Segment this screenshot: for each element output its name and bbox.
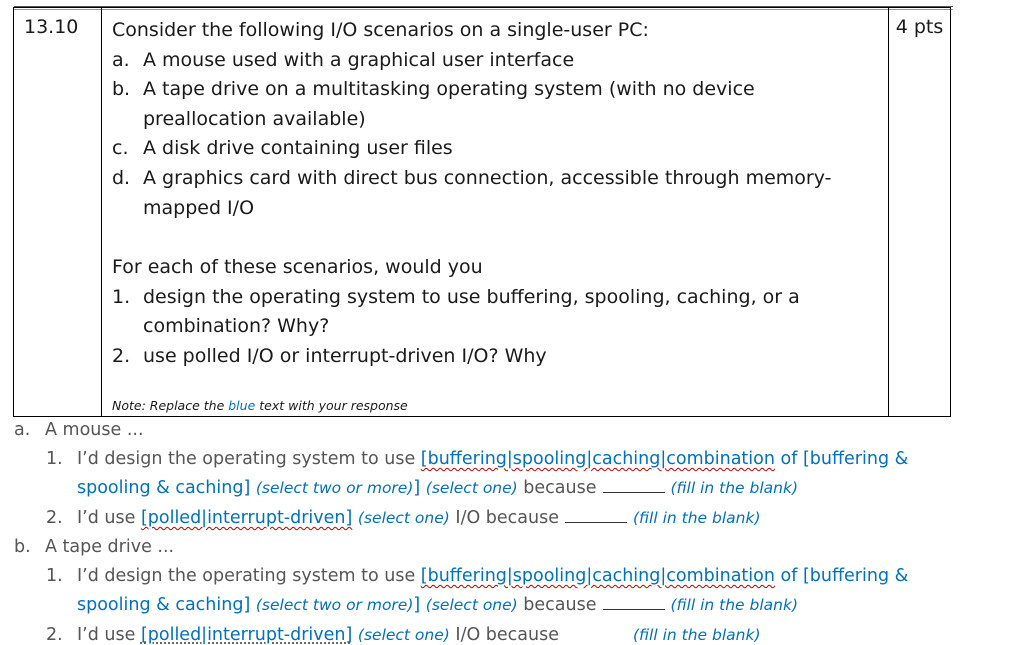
- answer-b-item-1: 1. I’d design the operating system to use [buffering|spooling|caching|combination of [buffering &: [46, 566, 909, 586]
- question-prompt: Consider the following I/O scenarios on a single-user PC:: [112, 19, 649, 41]
- scenario-b: b. A tape drive on a multitasking operating system (with no device preallocation available): [112, 78, 755, 130]
- scenario-a: a. A mouse used with a graphical user interface: [112, 48, 575, 71]
- answer-b-options-select[interactable]: [buffering|spooling|caching|combination: [420, 566, 775, 586]
- task-1: 1. design the operating system to use buffering, spooling, caching, or a combination? Why?: [112, 285, 800, 338]
- answer-a-io-select[interactable]: [polled|interrupt-driven]: [140, 508, 353, 528]
- note-blue-word: blue: [228, 398, 256, 413]
- scenario-d: d. A graphics card with direct bus connection, accessible through memory- mapped I/O: [112, 166, 832, 219]
- answer-a-item-1-cont: spooling & caching] (select two or more)] (select one) because (fill in the blank): [77, 478, 799, 498]
- answer-a-item-2: 2. I’d use [polled|interrupt-driven] (select one) I/O because (fill in the blank): [46, 508, 761, 528]
- question-body: [102, 8, 889, 417]
- answer-a-combo-select[interactable]: spooling & caching]: [77, 478, 251, 498]
- question-points: 4 pts: [889, 8, 951, 417]
- answer-a-item-1: 1. I’d design the operating system to use [buffering|spooling|caching|combination of [buffering &: [46, 449, 909, 469]
- question-table: [13, 7, 951, 417]
- answer-b-blank-1[interactable]: [603, 595, 665, 610]
- scenario-c: c. A disk drive containing user files: [112, 137, 453, 160]
- note: Note: Replace the blue text with your response: [112, 398, 408, 413]
- answer-b-combo-select[interactable]: spooling & caching]: [77, 595, 251, 615]
- task-2: 2. use polled I/O or interrupt-driven I/O? Why: [112, 344, 547, 367]
- answer-a-blank-1[interactable]: [603, 478, 665, 493]
- answer-b-heading: b. A tape drive ...: [14, 537, 175, 557]
- answer-b-item-2: 2. I’d use [polled|interrupt-driven] (select one) I/O because (fill in the blank): [46, 625, 761, 645]
- answer-b-blank-2[interactable]: [565, 625, 627, 640]
- question-ask: For each of these scenarios, would you: [112, 256, 483, 279]
- answer-a-blank-2[interactable]: [565, 508, 627, 523]
- answer-a-options-select[interactable]: [buffering|spooling|caching|combination: [420, 449, 775, 469]
- answer-a-heading: a. A mouse ...: [14, 420, 144, 440]
- answer-b-io-select[interactable]: [polled|interrupt-driven]: [140, 625, 353, 645]
- answer-b-item-1-cont: spooling & caching] (select two or more)] (select one) because (fill in the blank): [77, 595, 799, 615]
- question-number: 13.10: [14, 8, 102, 417]
